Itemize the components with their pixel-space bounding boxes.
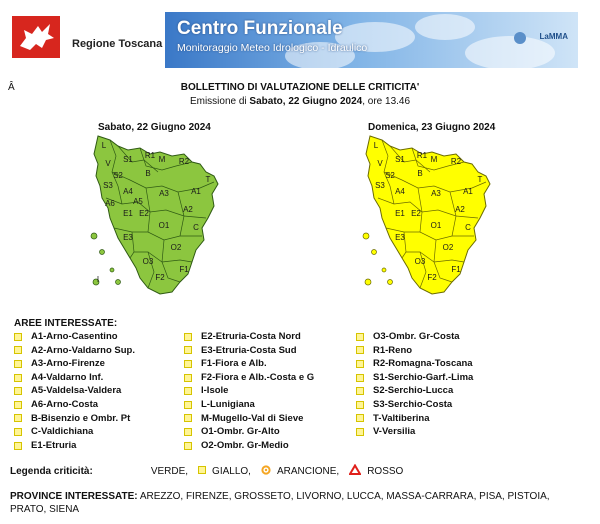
zone-label: C — [465, 223, 471, 232]
area-label: E2-Etruria-Costa Nord — [201, 331, 301, 342]
yellow-square-icon — [356, 333, 364, 341]
area-list-item — [14, 398, 135, 412]
legend-item-rosso — [345, 464, 403, 478]
zone-label: S3 — [103, 181, 113, 190]
legend-item-arancione — [257, 465, 339, 478]
yellow-square-icon — [14, 428, 22, 436]
yellow-square-icon — [14, 401, 22, 409]
area-label: F1-Fiora e Alb. — [201, 358, 267, 370]
yellow-square-icon — [14, 360, 22, 368]
zone-label: A1 — [191, 187, 201, 196]
area-list-item — [184, 330, 314, 344]
banner-subtitle: Monitoraggio Meteo Idrologico - Idraulico — [177, 42, 368, 54]
zone-label: A1 — [463, 187, 473, 196]
island — [100, 250, 105, 255]
area-label: I-Isole — [201, 385, 229, 397]
yellow-square-icon — [184, 442, 192, 450]
area-list-item — [356, 344, 473, 358]
pegasus-icon — [12, 16, 60, 58]
zone-label: E3 — [395, 233, 405, 242]
yellow-square-icon — [184, 428, 192, 436]
area-label: O3-Ombr. Gr-Costa — [373, 331, 460, 342]
zone-label: T — [205, 175, 211, 184]
area-label: S3-Serchio-Costa — [373, 398, 453, 410]
bulletin-title: BOLLETTINO DI VALUTAZIONE DELLE CRITICITA' — [180, 82, 420, 93]
zone-label: M — [158, 155, 166, 164]
area-list-item — [356, 330, 473, 344]
zone-label: R2 — [450, 157, 462, 166]
area-label: A2-Arno-Valdarno Sup. — [31, 344, 135, 356]
yellow-square-icon — [184, 387, 192, 395]
emission-line — [0, 96, 600, 107]
zone-label: S1 — [395, 155, 405, 164]
zone-label: S2 — [385, 171, 395, 180]
island — [110, 268, 114, 272]
zone-label: O1 — [158, 221, 170, 230]
yellow-square-icon — [356, 360, 364, 368]
tuscany-map-svg-sunday — [360, 132, 500, 302]
zone-label: A6 — [105, 199, 115, 208]
red-triangle-icon — [349, 464, 361, 478]
lamma-logo: LaMMA — [539, 32, 568, 41]
area-label: F2-Fiora e Alb.-Costa e G — [201, 371, 315, 383]
zone-label: E3 — [123, 233, 133, 242]
zone-label: L — [373, 141, 379, 150]
legend-text-giallo: GIALLO, — [212, 465, 251, 477]
area-list-item — [356, 384, 473, 398]
island — [116, 280, 121, 285]
legend-text-verde: VERDE, — [150, 465, 189, 477]
area-list-item — [14, 412, 135, 426]
banner-title: Centro Funzionale — [177, 18, 343, 39]
area-list-item — [356, 371, 473, 385]
area-list-item — [14, 357, 135, 371]
area-list-item — [14, 371, 135, 385]
lamma-logo-icon — [514, 32, 526, 44]
zone-label: E1 — [395, 209, 405, 218]
zone-label: O1 — [430, 221, 442, 230]
zone-label: S3 — [375, 181, 385, 190]
yellow-square-icon — [356, 401, 364, 409]
zone-label: V — [377, 159, 383, 168]
area-label: T-Valtiberina — [373, 412, 430, 424]
zone-label: S1 — [123, 155, 133, 164]
legend-text-rosso: ROSSO — [367, 465, 404, 477]
zone-label: A5 — [133, 197, 143, 206]
area-label: V-Versilia — [373, 426, 416, 438]
island — [388, 280, 393, 285]
yellow-square-icon — [198, 466, 206, 477]
area-label: O1-Ombr. Gr-Alto — [201, 426, 280, 438]
areas-column-2 — [184, 330, 314, 452]
area-list-item — [184, 344, 314, 358]
yellow-square-icon — [14, 387, 22, 395]
emission-prefix: Emissione di — [189, 96, 247, 107]
area-label: A5-Valdelsa-Valdera — [31, 385, 122, 397]
area-list-item — [184, 439, 314, 453]
yellow-square-icon — [14, 374, 22, 382]
island — [365, 279, 371, 285]
area-list-item — [184, 371, 314, 385]
zone-label: L — [101, 141, 107, 150]
provinces-label: PROVINCE INTERESSATE: — [10, 491, 138, 502]
zone-label: A2 — [455, 205, 465, 214]
legend-item-verde — [151, 466, 188, 477]
areas-heading: AREE INTERESSATE: — [14, 318, 118, 329]
zone-label: A2 — [183, 205, 193, 214]
zone-label: O2 — [442, 243, 454, 252]
yellow-square-icon — [14, 346, 22, 354]
region-name: Regione Toscana — [72, 38, 163, 50]
area-label: S2-Serchio-Lucca — [373, 385, 454, 397]
header — [0, 0, 600, 70]
legend-item-giallo — [194, 466, 251, 477]
areas-column-3 — [356, 330, 473, 439]
area-list-item — [14, 425, 135, 439]
zone-label: F2 — [155, 273, 165, 282]
area-list-item — [356, 425, 473, 439]
zone-label: E2 — [411, 209, 421, 218]
legend-label: Legenda criticità: — [10, 465, 93, 477]
zone-label: A3 — [431, 189, 441, 198]
yellow-square-icon — [356, 428, 364, 436]
emission-suffix: , ore 13.46 — [362, 96, 411, 107]
provinces-line — [10, 490, 570, 516]
island — [372, 250, 377, 255]
area-label: E3-Etruria-Costa Sud — [201, 344, 297, 356]
zone-label: R1 — [416, 151, 428, 160]
area-label: A3-Arno-Firenze — [31, 358, 105, 370]
centro-funzionale-banner — [165, 12, 578, 68]
stray-character: Â — [8, 82, 15, 93]
island — [91, 233, 97, 239]
yellow-square-icon — [184, 346, 192, 354]
area-list-item — [14, 330, 135, 344]
zone-label: R2 — [178, 157, 190, 166]
zone-label: S2 — [113, 171, 123, 180]
zone-label: B — [417, 169, 423, 178]
island — [382, 268, 386, 272]
yellow-square-icon — [356, 346, 364, 354]
legend-text-arancione: ARANCIONE, — [276, 465, 340, 477]
zone-label: T — [477, 175, 483, 184]
area-label: A6-Arno-Costa — [31, 398, 99, 410]
zone-label: V — [105, 159, 111, 168]
yellow-square-icon — [14, 333, 22, 341]
yellow-square-icon — [184, 360, 192, 368]
zone-label: O3 — [414, 257, 426, 266]
area-label: L-Lunigiana — [201, 398, 255, 410]
day-label-sunday: Domenica, 23 Giugno 2024 — [368, 122, 496, 133]
area-list-item — [184, 398, 314, 412]
area-label: C-Valdichiana — [31, 426, 94, 438]
yellow-square-icon — [184, 333, 192, 341]
zone-label: A4 — [123, 187, 133, 196]
areas-column-1 — [14, 330, 135, 452]
zone-label: A4 — [395, 187, 405, 196]
zone-label: M — [430, 155, 438, 164]
day-label-saturday: Sabato, 22 Giugno 2024 — [98, 122, 211, 133]
area-label: B-Bisenzio e Ombr. Pt — [31, 412, 131, 424]
area-list-item — [14, 344, 135, 358]
zone-label: I — [96, 275, 100, 284]
orange-circle-icon — [261, 465, 271, 478]
area-list-item — [14, 384, 135, 398]
area-label: S1-Serchio-Garf.-Lima — [373, 371, 474, 383]
zone-label: O2 — [170, 243, 182, 252]
yellow-square-icon — [184, 374, 192, 382]
yellow-square-icon — [184, 401, 192, 409]
zone-label: C — [193, 223, 199, 232]
area-list-item — [356, 357, 473, 371]
zone-label: E1 — [123, 209, 133, 218]
zone-label: A3 — [159, 189, 169, 198]
area-label: E1-Etruria — [31, 439, 77, 451]
tuscany-map-svg-saturday — [88, 132, 228, 302]
area-list-item — [184, 384, 314, 398]
legend — [10, 464, 409, 478]
tuscany-map-saturday — [88, 132, 228, 307]
area-list-item — [184, 412, 314, 426]
area-label: R2-Romagna-Toscana — [373, 358, 473, 370]
zone-label: R1 — [144, 151, 156, 160]
area-list-item — [184, 425, 314, 439]
area-label: A4-Valdarno Inf. — [31, 371, 104, 383]
area-list-item — [14, 439, 135, 453]
area-label: M-Mugello-Val di Sieve — [201, 412, 304, 424]
area-label: O2-Ombr. Gr-Medio — [201, 439, 289, 451]
area-list-item — [184, 357, 314, 371]
area-list-item — [356, 398, 473, 412]
zone-label: F1 — [179, 265, 189, 274]
yellow-square-icon — [356, 387, 364, 395]
yellow-square-icon — [14, 442, 22, 450]
tuscany-map-sunday — [360, 132, 500, 307]
yellow-square-icon — [184, 414, 192, 422]
provinces-list: AREZZO, FIRENZE, GROSSETO, LIVORNO, LUCCA, MASSA-CARRARA, PISA, PISTOIA, PRATO, SIENA — [10, 491, 550, 515]
area-label: A1-Arno-Casentino — [31, 331, 118, 342]
emission-date: Sabato, 22 Giugno 2024 — [249, 96, 363, 107]
zone-label: B — [145, 169, 151, 178]
yellow-square-icon — [14, 414, 22, 422]
island — [363, 233, 369, 239]
zone-label: F2 — [427, 273, 437, 282]
area-list-item — [356, 412, 473, 426]
regione-toscana-logo — [12, 16, 60, 58]
zone-label: F1 — [451, 265, 461, 274]
zone-label: E2 — [139, 209, 149, 218]
zone-label: O3 — [142, 257, 154, 266]
area-label: R1-Reno — [373, 344, 413, 356]
yellow-square-icon — [356, 374, 364, 382]
yellow-square-icon — [356, 414, 364, 422]
